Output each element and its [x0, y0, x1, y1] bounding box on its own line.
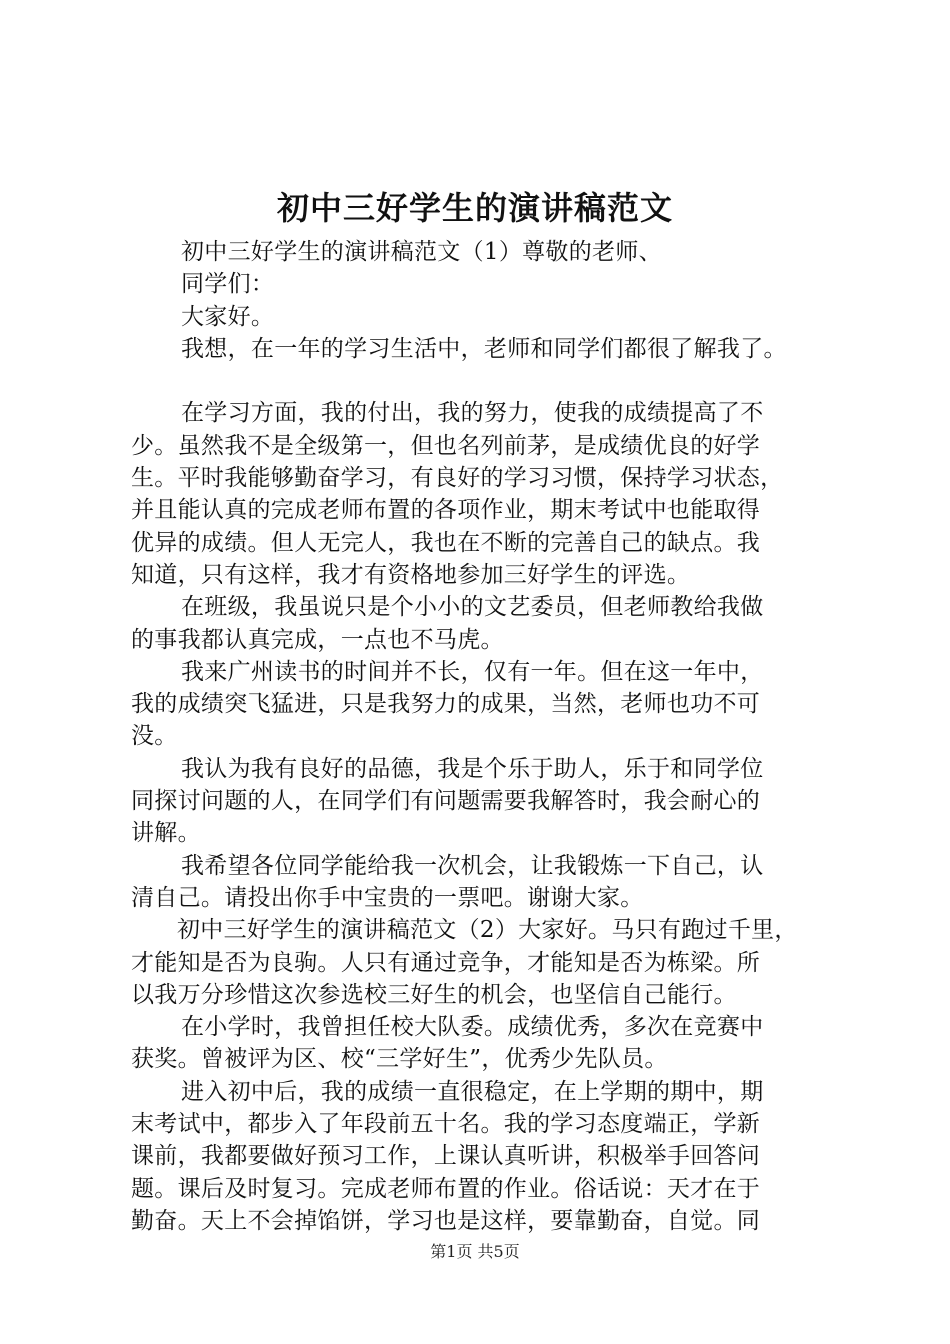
paragraph-line: 在班级，我虽说只是个小小的文艺委员，但老师教给我做 [181, 594, 764, 621]
paragraph-line: 进入初中后，我的成绩一直很稳定，在上学期的期中，期 [181, 1078, 764, 1105]
blank-line [131, 365, 831, 397]
paragraph-line: 初中三好学生的演讲稿范文（2）大家好。马只有跑过千里， [177, 917, 798, 944]
paragraph-line: 并且能认真的完成老师布置的各项作业，期末考试中也能取得 [131, 497, 761, 524]
paragraph-line: 讲解。 [131, 820, 201, 847]
paragraph-line: 课前，我都要做好预习工作，上课认真听讲，积极举手回答问 [131, 1143, 761, 1170]
paragraph-line: 优异的成绩。但人无完人，我也在不断的完善自己的缺点。我 [131, 529, 761, 556]
paragraph-line: 我来广州读书的时间并不长，仅有一年。但在这一年中， [181, 658, 764, 685]
document-title: 初中三好学生的演讲稿范文 [276, 189, 673, 227]
paragraph-line: 清自己。请投出你手中宝贵的一票吧。谢谢大家。 [131, 884, 644, 911]
paragraph-line: 同学们： [181, 271, 275, 298]
paragraph-line: 初中三好学生的演讲稿范文（1）尊敬的老师、 [181, 239, 662, 265]
paragraph-line: 我希望各位同学能给我一次机会，让我锻炼一下自己，认 [181, 852, 764, 879]
paragraph-line: 同探讨问题的人，在同学们有问题需要我解答时，我会耐心的 [131, 788, 761, 815]
paragraph-line: 我想，在一年的学习生活中，老师和同学们都很了解我了。 [181, 335, 787, 362]
paragraph-line: 末考试中，都步入了年段前五十名。我的学习态度端正，学新 [131, 1111, 761, 1138]
paragraph-line: 获奖。曾被评为区、校“三学好生”，优秀少先队员。 [131, 1046, 668, 1073]
paragraph-line: 在小学时，我曾担任校大队委。成绩优秀，多次在竞赛中 [181, 1014, 764, 1041]
paragraph-line: 知道，只有这样，我才有资格地参加三好学生的评选。 [131, 561, 691, 588]
paragraph-line: 才能知是否为良驹。人只有通过竞争，才能知是否为栋梁。所 [131, 949, 761, 976]
paragraph-line: 的事我都认真完成，一点也不马虎。 [131, 626, 504, 653]
paragraph-line: 大家好。 [181, 303, 275, 330]
document-body [131, 236, 831, 1237]
page-footer: 第1页 共5页 [430, 1242, 520, 1261]
paragraph-line: 勤奋。天上不会掉馅饼，学习也是这样，要靠勤奋，自觉。同 [131, 1207, 761, 1234]
paragraph-line: 我的成绩突飞猛进，只是我努力的成果，当然，老师也功不可 [131, 691, 761, 718]
paragraph-line: 以我万分珍惜这次参选校三好生的机会，也坚信自己能行。 [131, 981, 737, 1008]
paragraph-line: 没。 [131, 723, 178, 750]
paragraph-line: 少。虽然我不是全级第一，但也名列前茅，是成绩优良的好学 [131, 432, 761, 459]
paragraph-line: 生。平时我能够勤奋学习，有良好的学习习惯，保持学习状态， [131, 465, 784, 492]
paragraph-line: 题。课后及时复习。完成老师布置的作业。俗话说：天才在于 [131, 1175, 761, 1202]
paragraph-line: 我认为我有良好的品德，我是个乐于助人，乐于和同学位 [181, 755, 764, 782]
paragraph-line: 在学习方面，我的付出，我的努力，使我的成绩提高了不 [181, 400, 764, 427]
